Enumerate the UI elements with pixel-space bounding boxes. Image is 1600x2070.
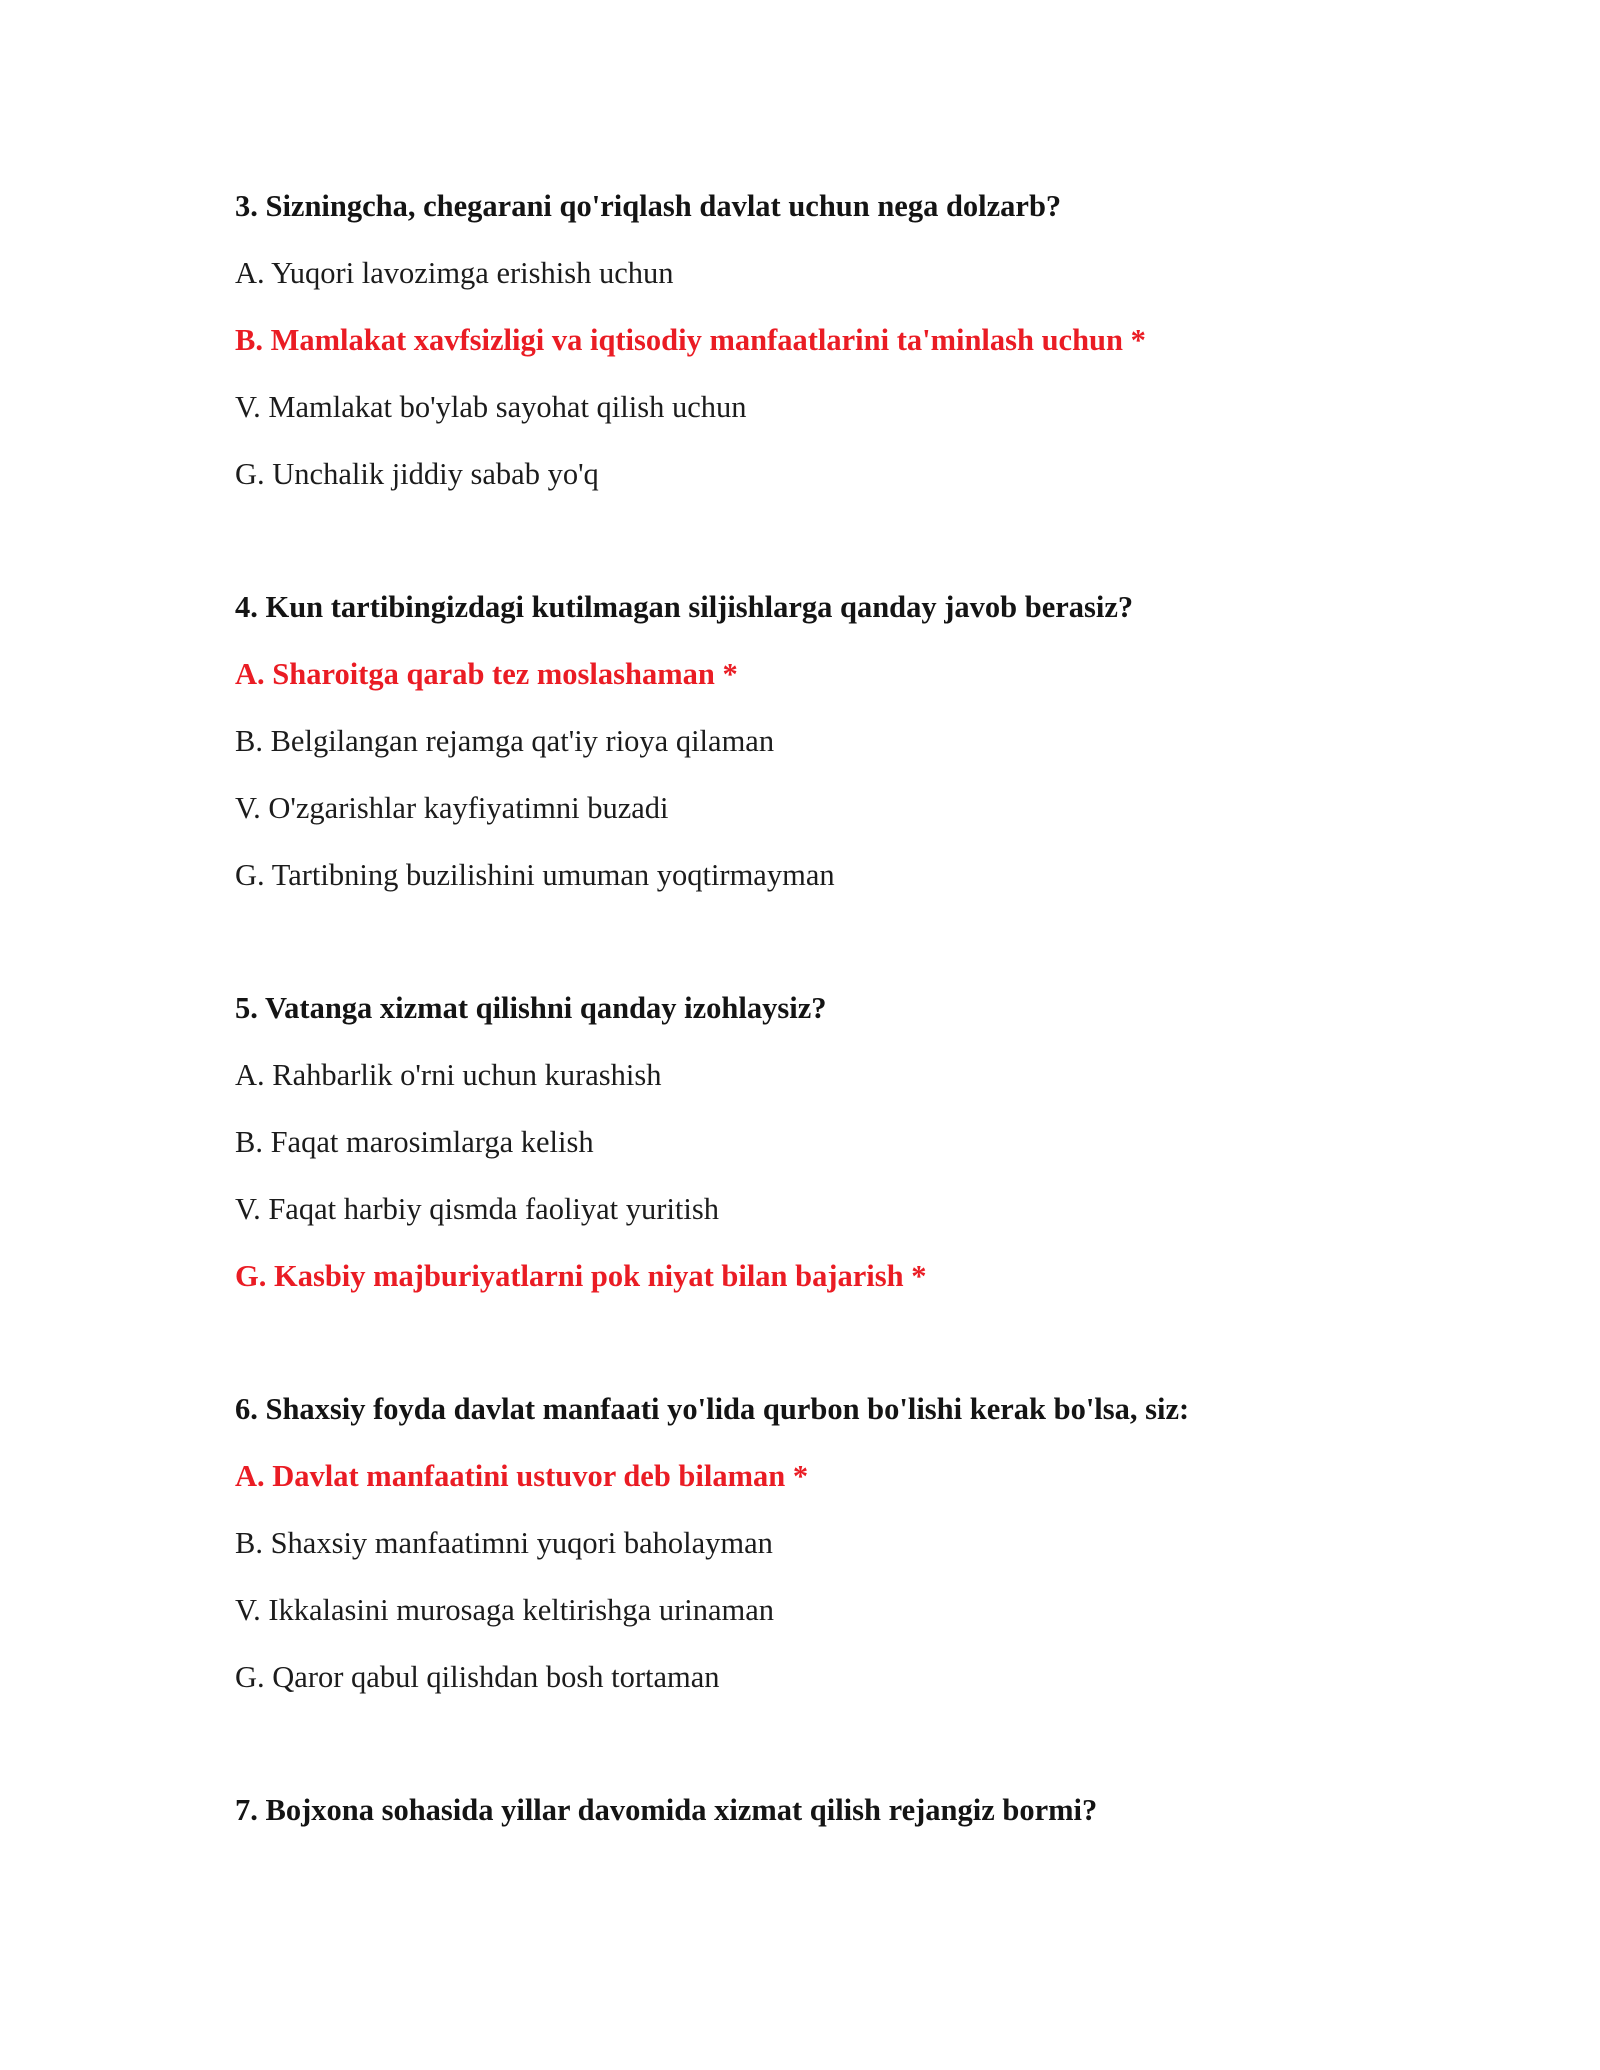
question-5: 5. Vatanga xizmat qilishni qanday izohlaysiz? — [235, 991, 827, 1025]
question-4: 4. Kun tartibingizdagi kutilmagan siljishlarga qanday javob berasiz? — [235, 590, 1134, 624]
question-3-option-a: A. Yuqori lavozimga erishish uchun — [235, 256, 674, 290]
question-6: 6. Shaxsiy foyda davlat manfaati yo'lida qurbon bo'lishi kerak bo'lsa, siz: — [235, 1392, 1190, 1426]
question-4-option-a-correct: A. Sharoitga qarab tez moslashaman * — [235, 657, 738, 691]
question-3: 3. Sizningcha, chegarani qo'riqlash davlat uchun nega dolzarb? — [235, 189, 1062, 223]
question-6-option-b: B. Shaxsiy manfaatimni yuqori baholayman — [235, 1526, 773, 1560]
question-7: 7. Bojxona sohasida yillar davomida xizmat qilish rejangiz bormi? — [235, 1793, 1098, 1827]
question-3-option-g: G. Unchalik jiddiy sabab yo'q — [235, 457, 599, 491]
question-6-option-v: V. Ikkalasini murosaga keltirishga urinaman — [235, 1593, 774, 1627]
question-3-option-b-correct: B. Mamlakat xavfsizligi va iqtisodiy manfaatlarini ta'minlash uchun * — [235, 323, 1146, 357]
question-4-option-b: B. Belgilangan rejamga qat'iy rioya qilaman — [235, 724, 775, 758]
question-5-option-b: B. Faqat marosimlarga kelish — [235, 1125, 594, 1159]
question-5-option-g-correct: G. Kasbiy majburiyatlarni pok niyat bilan bajarish * — [235, 1259, 927, 1293]
question-6-option-g: G. Qaror qabul qilishdan bosh tortaman — [235, 1660, 720, 1694]
question-4-option-g: G. Tartibning buzilishini umuman yoqtirmayman — [235, 858, 835, 892]
question-5-option-a: A. Rahbarlik o'rni uchun kurashish — [235, 1058, 662, 1092]
question-6-option-a-correct: A. Davlat manfaatini ustuvor deb bilaman * — [235, 1459, 809, 1493]
question-5-option-v: V. Faqat harbiy qismda faoliyat yuritish — [235, 1192, 719, 1226]
question-4-option-v: V. O'zgarishlar kayfiyatimni buzadi — [235, 791, 669, 825]
question-3-option-v: V. Mamlakat bo'ylab sayohat qilish uchun — [235, 390, 747, 424]
